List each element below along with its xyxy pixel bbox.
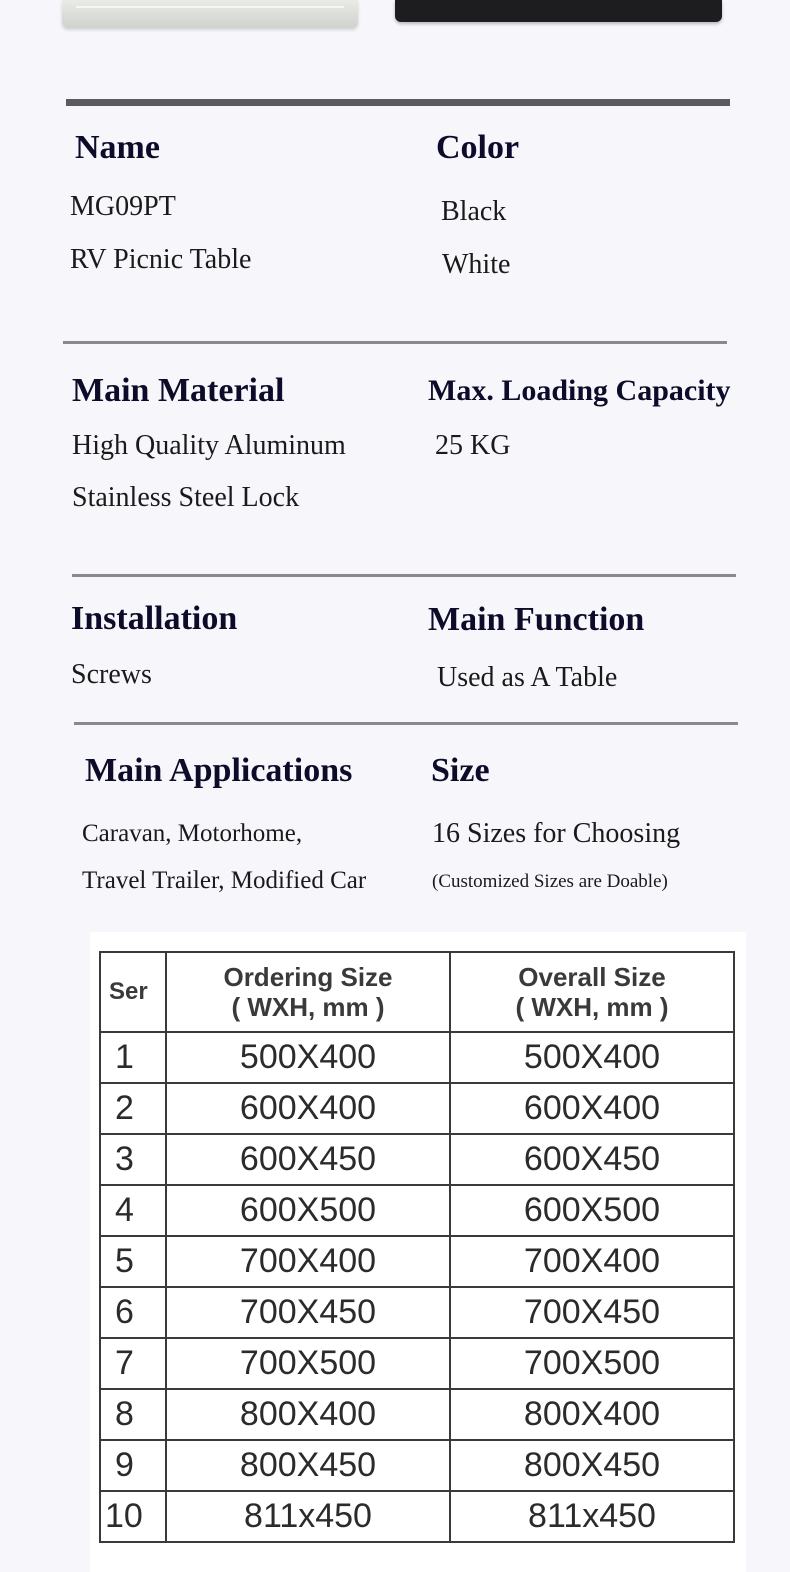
- name-value-2: RV Picnic Table: [70, 244, 252, 275]
- table-row: [100, 1032, 734, 1083]
- installation-heading: Installation: [71, 600, 238, 637]
- applications-heading: Main Applications: [85, 752, 353, 789]
- row-ser: 5: [100, 1236, 166, 1287]
- row-ordering-size: 700X400: [166, 1236, 450, 1287]
- row-ordering-size: 500X400: [166, 1032, 450, 1083]
- row-overall-size: 500X400: [450, 1032, 734, 1083]
- table-row: [100, 1236, 734, 1287]
- row-ordering-size: 800X400: [166, 1389, 450, 1440]
- white-table-image: [62, 0, 358, 28]
- table-row: [100, 1083, 734, 1134]
- row-overall-size: 600X400: [450, 1083, 734, 1134]
- row-overall-size: 600X450: [450, 1134, 734, 1185]
- material-heading: Main Material: [72, 372, 285, 409]
- table-row: [100, 1491, 734, 1542]
- row-overall-size: 600X500: [450, 1185, 734, 1236]
- material-value-2: Stainless Steel Lock: [72, 482, 300, 513]
- row-ordering-size: 800X450: [166, 1440, 450, 1491]
- row-ser: 4: [100, 1185, 166, 1236]
- material-value-1: High Quality Aluminum: [72, 430, 346, 461]
- divider-top: [66, 99, 730, 106]
- row-ser: 7: [100, 1338, 166, 1389]
- row-ser: 8: [100, 1389, 166, 1440]
- row-ser: 9: [100, 1440, 166, 1491]
- header-ser: Ser: [100, 952, 166, 1032]
- header-overall-line2: ( WXH, mm ): [515, 992, 669, 1022]
- size-table: [99, 951, 735, 1543]
- color-value-2: White: [442, 249, 511, 280]
- name-heading: Name: [75, 129, 160, 166]
- installation-value: Screws: [71, 659, 152, 690]
- table-row: [100, 1440, 734, 1491]
- header-ordering-size: [166, 952, 450, 1032]
- row-ser: 6: [100, 1287, 166, 1338]
- row-ser: 1: [100, 1032, 166, 1083]
- table-row: [100, 1287, 734, 1338]
- name-value-1: MG09PT: [70, 191, 176, 222]
- function-value: Used as A Table: [437, 662, 618, 693]
- size-table-image: [90, 932, 746, 1572]
- row-overall-size: 800X450: [450, 1440, 734, 1491]
- applications-value-2: Travel Trailer, Modified Car: [82, 867, 367, 894]
- divider-2: [72, 574, 736, 577]
- capacity-value: 25 KG: [435, 430, 511, 461]
- row-overall-size: 811x450: [450, 1491, 734, 1542]
- capacity-heading: Max. Loading Capacity: [428, 374, 731, 407]
- header-overall-size: [450, 952, 734, 1032]
- row-overall-size: 800X400: [450, 1389, 734, 1440]
- divider-3: [74, 722, 738, 725]
- row-ordering-size: 700X500: [166, 1338, 450, 1389]
- color-value-1: Black: [441, 196, 507, 227]
- size-heading: Size: [431, 752, 490, 789]
- row-ordering-size: 600X500: [166, 1185, 450, 1236]
- table-row: [100, 1134, 734, 1185]
- size-note: (Customized Sizes are Doable): [432, 871, 668, 892]
- table-row: [100, 1389, 734, 1440]
- color-heading: Color: [436, 129, 520, 166]
- table-header-row: [100, 952, 734, 1032]
- header-overall-line1: Overall Size: [518, 962, 666, 992]
- row-ordering-size: 600X400: [166, 1083, 450, 1134]
- row-ordering-size: 811x450: [166, 1491, 450, 1542]
- header-ordering-line1: Ordering Size: [223, 962, 393, 992]
- row-overall-size: 700X450: [450, 1287, 734, 1338]
- divider-1: [63, 341, 727, 344]
- row-ordering-size: 700X450: [166, 1287, 450, 1338]
- applications-value-1: Caravan, Motorhome,: [82, 820, 303, 847]
- table-row: [100, 1185, 734, 1236]
- row-overall-size: 700X400: [450, 1236, 734, 1287]
- header-ordering-line2: ( WXH, mm ): [231, 992, 385, 1022]
- row-ser: 10: [100, 1491, 166, 1542]
- row-ser: 2: [100, 1083, 166, 1134]
- function-heading: Main Function: [428, 601, 645, 638]
- table-row: [100, 1338, 734, 1389]
- row-ser: 3: [100, 1134, 166, 1185]
- size-value: 16 Sizes for Choosing: [432, 818, 681, 849]
- row-overall-size: 700X500: [450, 1338, 734, 1389]
- row-ordering-size: 600X450: [166, 1134, 450, 1185]
- black-table-image: [395, 0, 722, 22]
